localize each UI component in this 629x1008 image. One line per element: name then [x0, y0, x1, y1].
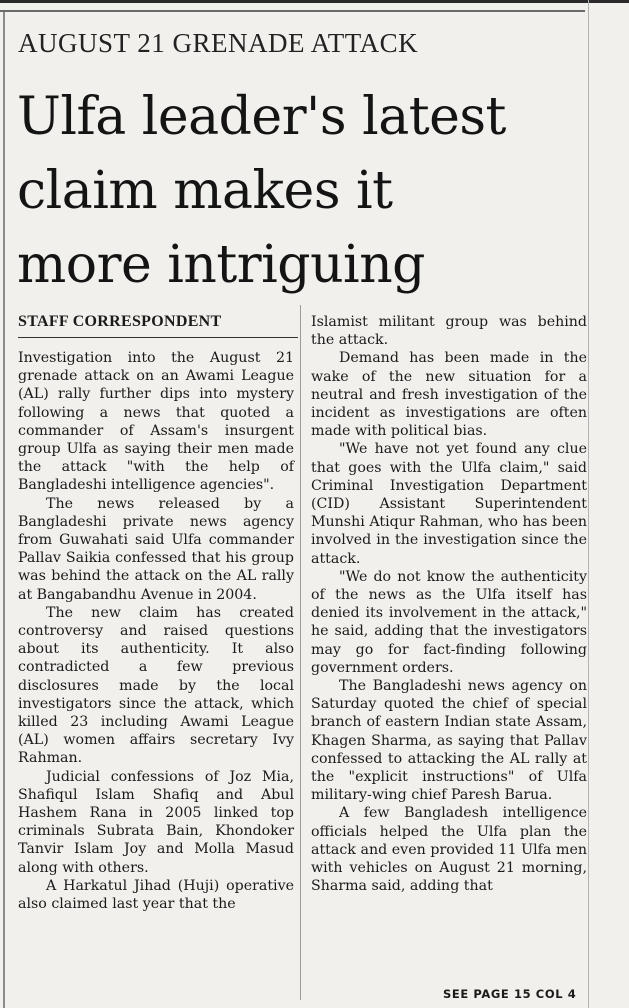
headline — [17, 80, 592, 302]
body-paragraph: Islamist militant group was behind the attack. — [311, 314, 587, 349]
column-divider — [300, 305, 301, 1000]
byline-rule — [18, 337, 298, 338]
headline-line: more intriguing — [17, 235, 425, 295]
left-column — [18, 349, 294, 913]
body-paragraph: The Bangladeshi news agency on Saturday quoted the chief of special branch of eastern Indian state Assam, Khagen Sharma, as saying that Pallav confessed to attacking the AL rally at the "explicit instructions" of Ulfa military-wing chief Paresh Barua. — [311, 678, 587, 804]
body-paragraph: "We have not yet found any clue that goes with the Ulfa claim," said Criminal Investigation Department (CID) Assistant Superintendent Munshi Atiqur Rahman, who has been involved in the investigation since the attack. — [311, 441, 587, 567]
top-border-rule — [0, 0, 629, 3]
body-paragraph: A few Bangladesh intelligence officials helped the Ulfa plan the attack and even provided 11 Ulfa men with vehicles on August 21 morning, Sharma said, adding that — [311, 805, 587, 895]
body-paragraph: The news released by a Bangladeshi private news agency from Guwahati said Ulfa commander Pallav Saikia confessed that his group was behind the attack on the AL rally at Bangabandhu Avenue in 2004. — [18, 495, 294, 603]
top-secondary-rule — [0, 10, 585, 12]
continued-on-page-link[interactable]: SEE PAGE 15 COL 4 — [443, 987, 577, 1001]
left-border-rule — [3, 12, 5, 1008]
body-paragraph: Investigation into the August 21 grenade attack on an Awami League (AL) rally further dips into mystery following a news that quoted a commander of Assam's insurgent group Ulfa as saying their men made the attack "with the help of Bangladeshi intelligence agencies". — [18, 350, 294, 494]
headline-line: Ulfa leader's latest — [17, 87, 506, 147]
headline-line: claim makes it — [17, 161, 393, 221]
kicker: AUGUST 21 GRENADE ATTACK — [18, 28, 419, 58]
body-paragraph: A Harkatul Jihad (Huji) operative also claimed last year that the — [18, 877, 294, 913]
body-paragraph: "We do not know the authenticity of the news as the Ulfa itself has denied its involvement in the attack," he said, adding that the investigators may go for fact-finding following government orders. — [311, 568, 587, 676]
body-paragraph: The new claim has created controversy and raised questions about its authenticity. It also contradicted a few previous disclosures made by the local investigators since the attack, which killed 23 including Awami League (AL) women affairs secretary Ivy Rahman. — [18, 604, 294, 767]
right-column — [311, 313, 587, 896]
byline: STAFF CORRESPONDENT — [18, 313, 222, 330]
body-paragraph: Demand has been made in the wake of the new situation for a neutral and fresh investigation of the incident as investigations are often made with political bias. — [311, 350, 587, 440]
body-paragraph: Judicial confessions of Joz Mia, Shafiqul Islam Shafiq and Abul Hashem Rana in 2005 linked top criminals Subrata Bain, Khondoker Tanvir Islam Joy and Molla Masud along with others. — [18, 768, 294, 876]
